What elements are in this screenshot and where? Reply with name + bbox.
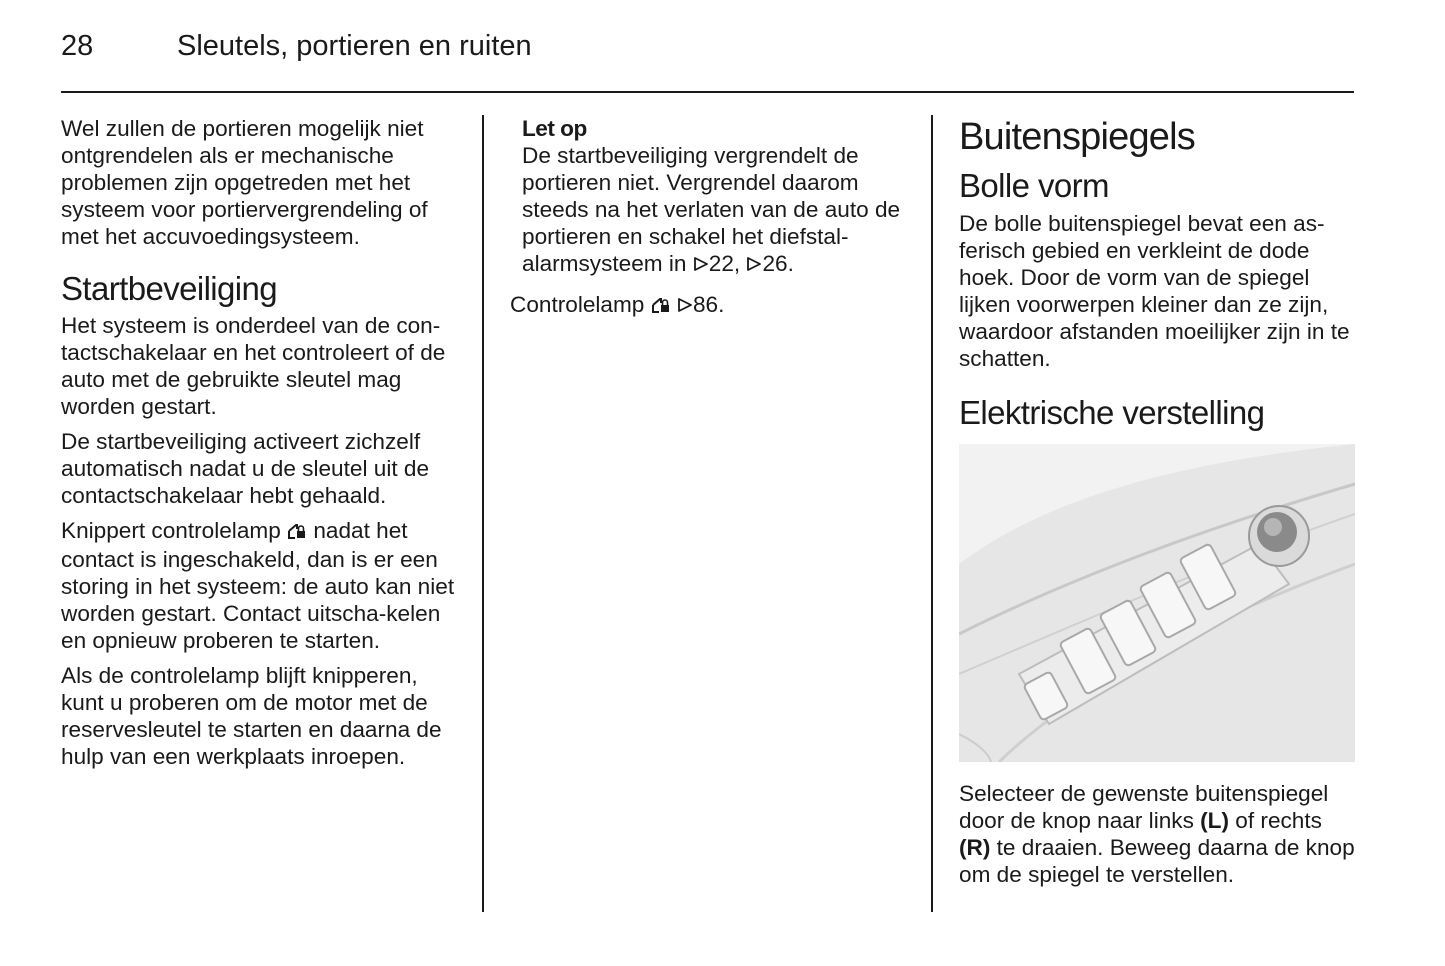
- subheading-bolle-vorm: Bolle vorm: [959, 167, 1109, 204]
- column-divider: [482, 115, 484, 912]
- section-heading-startbeveiliging: Startbeveiliging: [61, 270, 278, 307]
- section-heading-buitenspiegels: Buitenspiegels: [959, 116, 1195, 158]
- mirror-control-illustration: [959, 444, 1355, 762]
- column-left: [61, 115, 466, 778]
- paragraph: Het systeem is onderdeel van de con-tactschakelaar en het controleert of de auto met de gebruikte sleutel mag worden gestart.: [61, 313, 446, 419]
- paragraph: De bolle buitenspiegel bevat een as-ferisch gebied en verkleint de dode hoek. Door de vorm van de spiegel lijken voorwerpen kleiner dan ze zijn, waardoor afstanden moeilijker zijn in te schatten.: [959, 211, 1350, 371]
- column-right: [959, 115, 1359, 896]
- page-reference[interactable]: 22,: [708, 251, 741, 276]
- note-box: [510, 115, 915, 279]
- immobilizer-lamp-icon: [287, 519, 307, 546]
- page-reference-icon: [693, 252, 709, 279]
- right-label: (R): [959, 835, 991, 860]
- lamp-line: Controlelamp 86.: [510, 291, 915, 320]
- paragraph: De startbeveiliging activeert zichzelf automatisch nadat u de sleutel uit de contactschakelaar hebt gehaald.: [61, 429, 430, 508]
- column-middle: [510, 115, 915, 328]
- chapter-title: Sleutels, portieren en ruiten: [177, 30, 532, 62]
- paragraph: Selecteer de gewenste buitenspiegel door de knop naar links (L) of rechts (R) te draaien. Beweeg daarna de knop om de spiegel te verstellen.: [959, 781, 1355, 887]
- note-heading: Let op: [522, 116, 587, 141]
- column-divider: [931, 115, 933, 912]
- subheading-elektrische-verstelling: Elektrische verstelling: [959, 394, 1265, 431]
- page-reference-icon: [746, 252, 762, 279]
- paragraph: Knippert controlelamp nadat het contact is ingeschakeld, dan is er een storing in het systeem: de auto kan niet worden gestart. Contact uitscha-kelen en opnieuw proberen te starten.: [61, 518, 455, 653]
- intro-paragraph: Wel zullen de portieren mogelijk niet ontgrendelen als er mechanische problemen zijn opgetreden met het systeem voor portiervergrendeling of met het accuvoedingsysteem.: [61, 116, 428, 249]
- header-rule: [61, 91, 1354, 93]
- note-text: De startbeveiliging vergrendelt de portieren niet. Vergrendel daarom steeds na het verlaten van de auto de portieren en schakel het diefstal-alarmsysteem in 22, 26.: [522, 142, 915, 279]
- left-label: (L): [1200, 808, 1230, 833]
- paragraph: Als de controlelamp blijft knipperen, kunt u proberen om de motor met de reservesleutel te starten en daarna de hulp van een werkplaats inroepen.: [61, 663, 442, 769]
- immobilizer-lamp-icon: [651, 293, 671, 320]
- page-reference-icon: [677, 293, 693, 320]
- page-number: 28: [61, 30, 94, 62]
- page-reference[interactable]: 86.: [692, 292, 725, 317]
- page-reference[interactable]: 26.: [762, 251, 794, 276]
